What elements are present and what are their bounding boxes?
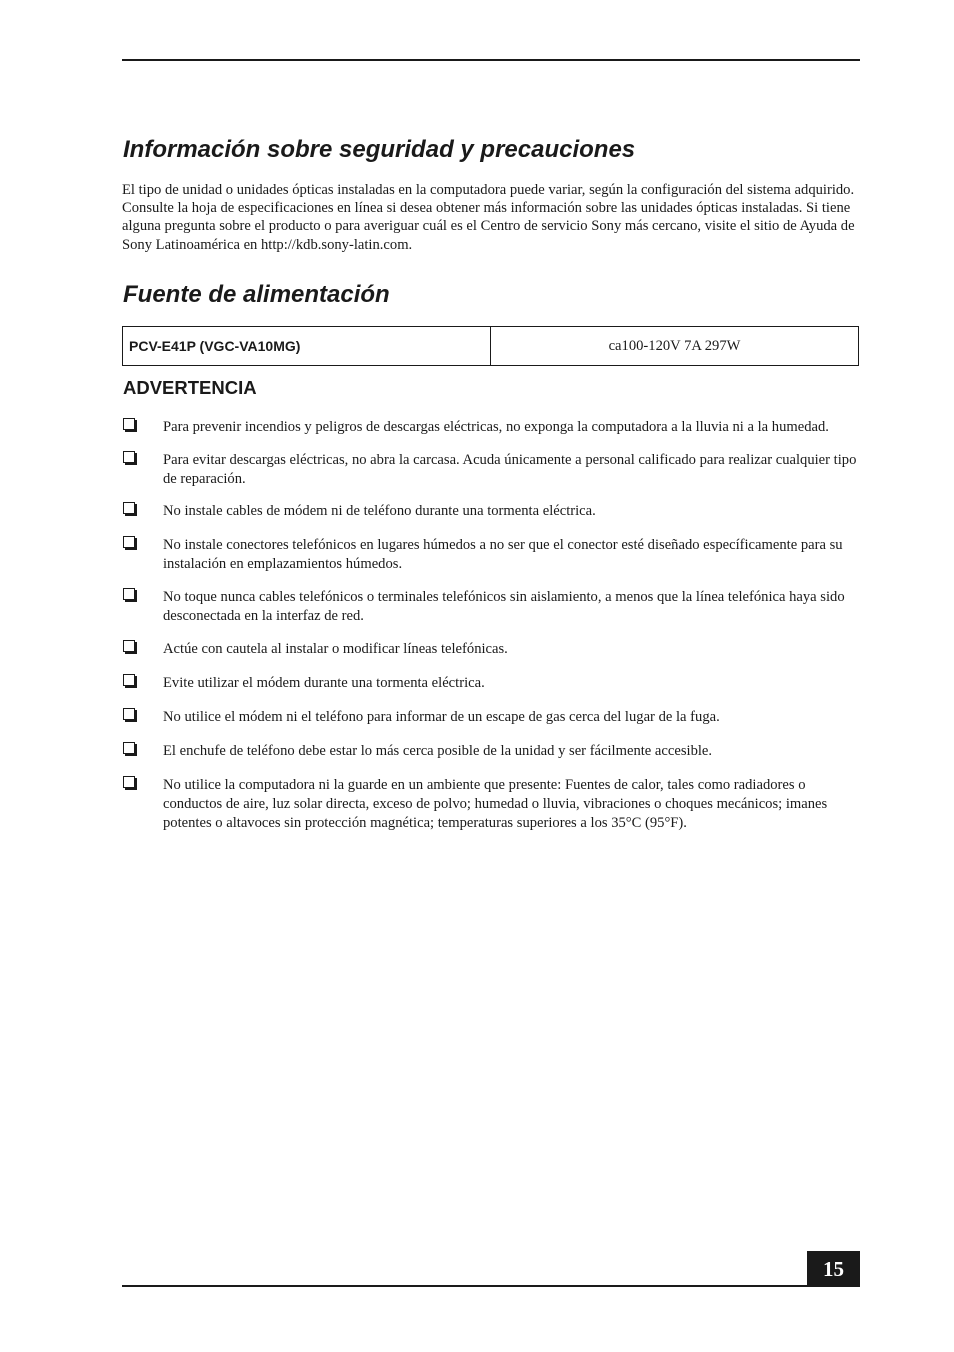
header-rule [122, 59, 860, 61]
warning-heading: ADVERTENCIA [123, 377, 257, 398]
warning-text: No utilice la computadora ni la guarde en un ambiente que presente: Fuentes de calor, tales como radiadores o conductos de aire, luz solar directa, exceso de polvo; humedad o lluvia, vibraciones o choques mecánicos; imanes potentes o altavoces sin protección magnética; temperaturas superiores a los 35°C (95°F). [163, 777, 828, 831]
checkbox-bullet-icon [123, 418, 135, 430]
checkbox-bullet-icon [123, 451, 135, 463]
warning-text: Evite utilizar el módem durante una tormenta eléctrica. [163, 675, 485, 691]
checkbox-bullet-icon [123, 708, 135, 720]
checkbox-bullet-icon [123, 776, 135, 788]
list-item [122, 536, 862, 574]
warning-text: Para prevenir incendios y peligros de descargas eléctricas, no exponga la computadora a la lluvia ni a la humedad. [163, 419, 829, 435]
list-item [122, 418, 862, 437]
warning-text: No toque nunca cables telefónicos o terminales telefónicos sin aislamiento, a menos que la línea telefónica haya sido desconectada en la interfaz de red. [163, 589, 845, 624]
safety-intro: El tipo de unidad o unidades ópticas instaladas en la computadora puede variar, según la configuración del sistema adquirido. Consulte la hoja de especificaciones en línea si desea obtener más información sobre las unidades ópticas instaladas. Si tiene alguna pregunta sobre el producto o para averiguar cuál es el Centro de servicio Sony más cercano, visite el sitio de Ayuda de Sony Latinoamérica en http://kdb.sony-latin.com. [122, 182, 855, 253]
checkbox-bullet-icon [123, 674, 135, 686]
warning-text: Actúe con cautela al instalar o modificar líneas telefónicas. [163, 641, 508, 657]
warning-text: No instale conectores telefónicos en lugares húmedos a no ser que el conector esté diseñado específicamente para su instalación en emplazamientos húmedos. [163, 537, 843, 572]
power-supply-heading: Fuente de alimentación [123, 281, 390, 308]
warning-text: Para evitar descargas eléctricas, no abra la carcasa. Acuda únicamente a personal calificado para realizar cualquier tipo de reparación. [163, 452, 857, 487]
rating-cell: ca100-120V 7A 297W [491, 327, 859, 366]
model-cell: PCV-E41P (VGC-VA10MG) [123, 327, 491, 366]
checkbox-bullet-icon [123, 502, 135, 514]
safety-heading: Información sobre seguridad y precauciones [123, 136, 636, 163]
list-item [122, 708, 862, 727]
list-item [122, 451, 862, 489]
checkbox-bullet-icon [123, 742, 135, 754]
power-supply-table [122, 326, 859, 366]
list-item [122, 640, 862, 659]
list-item [122, 776, 862, 833]
checkbox-bullet-icon [123, 640, 135, 652]
warning-list [122, 418, 862, 833]
list-item [122, 502, 862, 521]
checkbox-bullet-icon [123, 536, 135, 548]
page-number: 15 [807, 1251, 860, 1287]
warning-text: El enchufe de teléfono debe estar lo más cerca posible de la unidad y ser fácilmente accesible. [163, 743, 713, 759]
list-item [122, 742, 862, 761]
footer-rule [122, 1285, 860, 1287]
warning-text: No instale cables de módem ni de teléfono durante una tormenta eléctrica. [163, 503, 596, 519]
table-row [123, 327, 859, 366]
list-item [122, 674, 862, 693]
checkbox-bullet-icon [123, 588, 135, 600]
warning-text: No utilice el módem ni el teléfono para informar de un escape de gas cerca del lugar de la fuga. [163, 709, 720, 725]
list-item [122, 588, 862, 626]
